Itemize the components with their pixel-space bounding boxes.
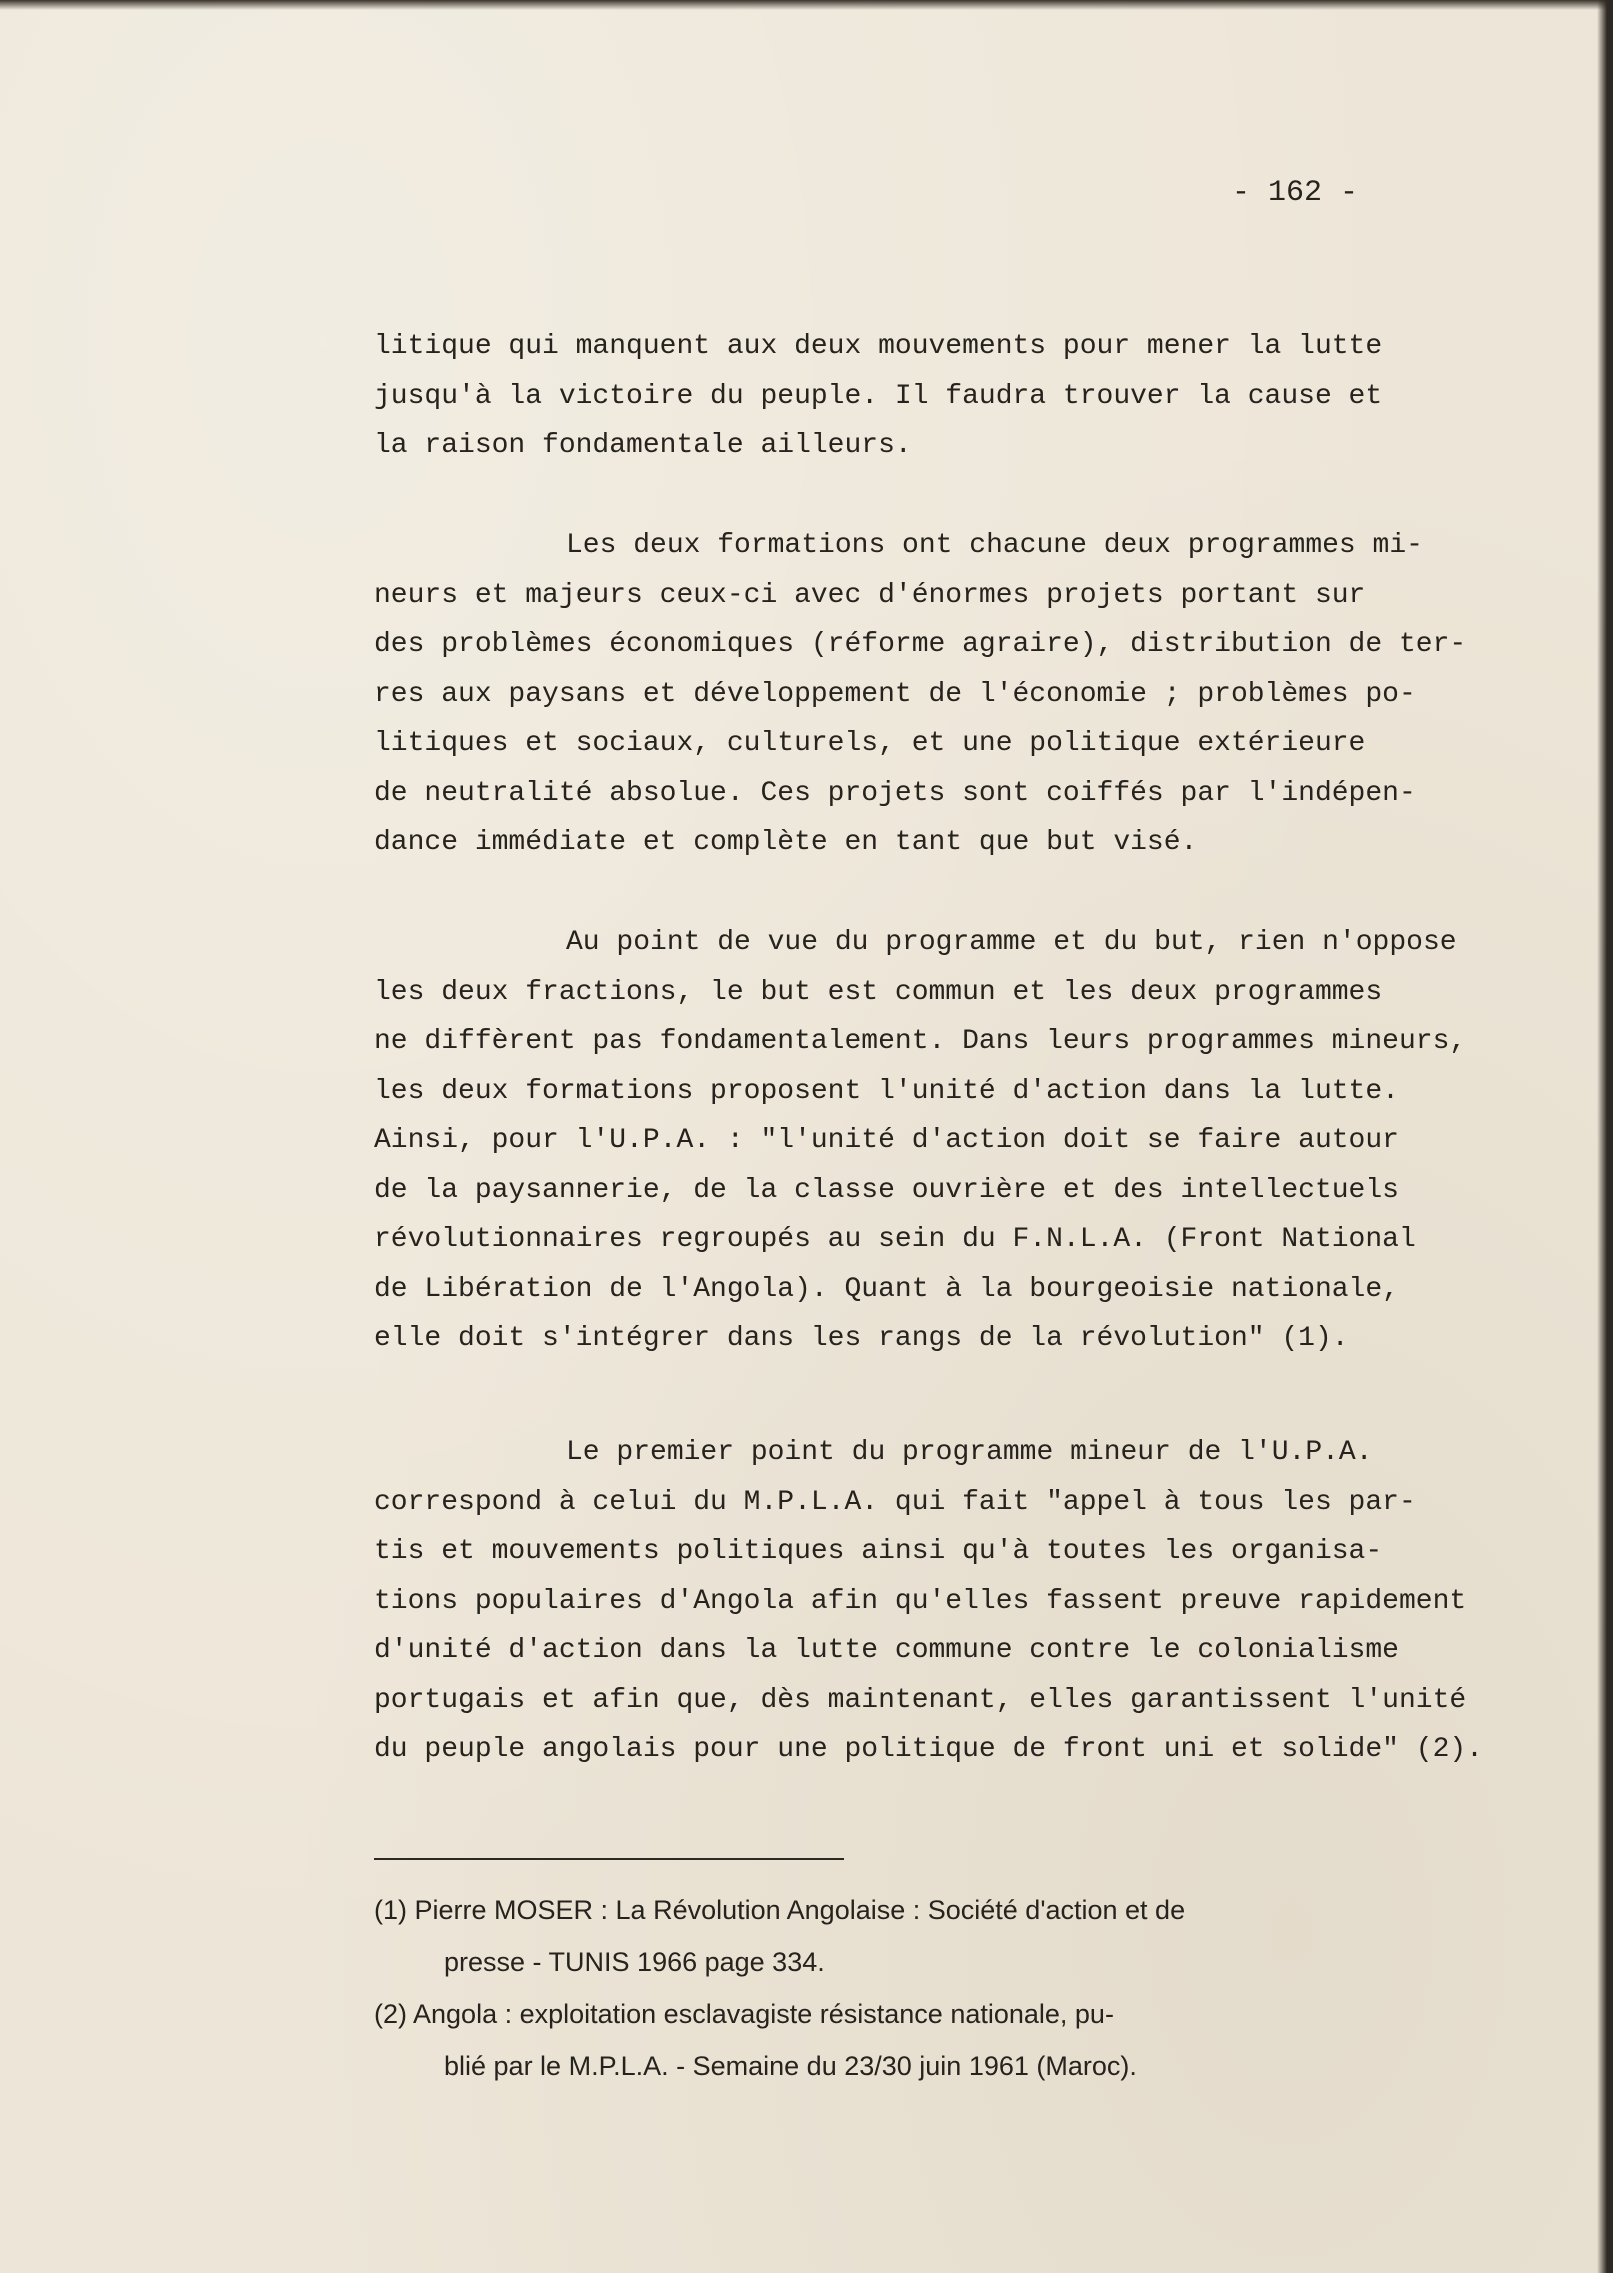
page-number: - 162 -: [1232, 176, 1359, 210]
footnote-line: (1) Pierre MOSER : La Révolution Angolaise : Société d'action et de: [374, 1895, 1186, 1925]
paragraph-line: de Libération de l'Angola). Quant à la bourgeoisie nationale,: [374, 1273, 1399, 1305]
paragraph-line: ne diffèrent pas fondamentalement. Dans leurs programmes mineurs,: [374, 1026, 1467, 1057]
paragraph-line: Au point de vue du programme et du but, rien n'oppose: [566, 927, 1457, 958]
paragraph-1: [374, 322, 1382, 471]
footnote-line: blié par le M.P.L.A. - Semaine du 23/30 juin 1961 (Maroc).: [444, 2051, 1137, 2081]
paragraph-line: des problèmes économiques (réforme agraire), distribution de ter-: [374, 629, 1467, 660]
scan-right-edge: [1597, 0, 1613, 2273]
footnote-line: presse - TUNIS 1966 page 334.: [444, 1947, 825, 1977]
paragraph-line: tis et mouvements politiques ainsi qu'à toutes les organisa-: [374, 1536, 1383, 1567]
footnote-2: [374, 1988, 1137, 2092]
paragraph-line: Les deux formations ont chacune deux programmes mi-: [566, 530, 1423, 561]
paragraph-line: d'unité d'action dans la lutte commune contre le colonialisme: [374, 1635, 1399, 1666]
footnote-line: (2) Angola : exploitation esclavagiste résistance nationale, pu-: [374, 1999, 1114, 2029]
paragraph-line: la raison fondamentale ailleurs.: [374, 430, 912, 461]
paragraph-line: elle doit s'intégrer dans les rangs de la révolution" (1).: [374, 1323, 1349, 1354]
paragraph-line: litique qui manquent aux deux mouvements pour mener la lutte: [374, 331, 1383, 362]
paragraph-line: de neutralité absolue. Ces projets sont coiffés par l'indépen-: [374, 777, 1416, 809]
scan-top-edge: [0, 0, 1613, 10]
paragraph-2: [374, 521, 1466, 868]
paragraph-line: jusqu'à la victoire du peuple. Il faudra trouver la cause et: [374, 380, 1383, 412]
paragraph-3: [374, 918, 1466, 1364]
paragraph-line: Ainsi, pour l'U.P.A. : "l'unité d'action doit se faire autour: [374, 1125, 1399, 1156]
paragraph-line: les deux formations proposent l'unité d'action dans la lutte.: [374, 1075, 1399, 1107]
paragraph-line: correspond à celui du M.P.L.A. qui fait "appel à tous les par-: [374, 1486, 1416, 1518]
paragraph-line: dance immédiate et complète en tant que but visé.: [374, 827, 1198, 858]
paragraph-line: litiques et sociaux, culturels, et une politique extérieure: [374, 728, 1366, 759]
paragraph-line: neurs et majeurs ceux-ci avec d'énormes projets portant sur: [374, 579, 1366, 611]
paragraph-4: [374, 1428, 1483, 1775]
footnote-1: [374, 1884, 1185, 1988]
paragraph-line: du peuple angolais pour une politique de front uni et solide" (2).: [374, 1734, 1483, 1765]
paragraph-line: révolutionnaires regroupés au sein du F.N.L.A. (Front National: [374, 1224, 1416, 1255]
paragraph-line: les deux fractions, le but est commun et les deux programmes: [374, 976, 1383, 1008]
paragraph-line: res aux paysans et développement de l'économie ; problèmes po-: [374, 678, 1416, 710]
paragraph-line: de la paysannerie, de la classe ouvrière et des intellectuels: [374, 1174, 1399, 1206]
footnote-separator: [374, 1858, 844, 1860]
paragraph-line: portugais et afin que, dès maintenant, elles garantissent l'unité: [374, 1684, 1467, 1716]
paragraph-line: Le premier point du programme mineur de l'U.P.A.: [566, 1437, 1373, 1468]
paragraph-line: tions populaires d'Angola afin qu'elles fassent preuve rapidement: [374, 1585, 1467, 1617]
